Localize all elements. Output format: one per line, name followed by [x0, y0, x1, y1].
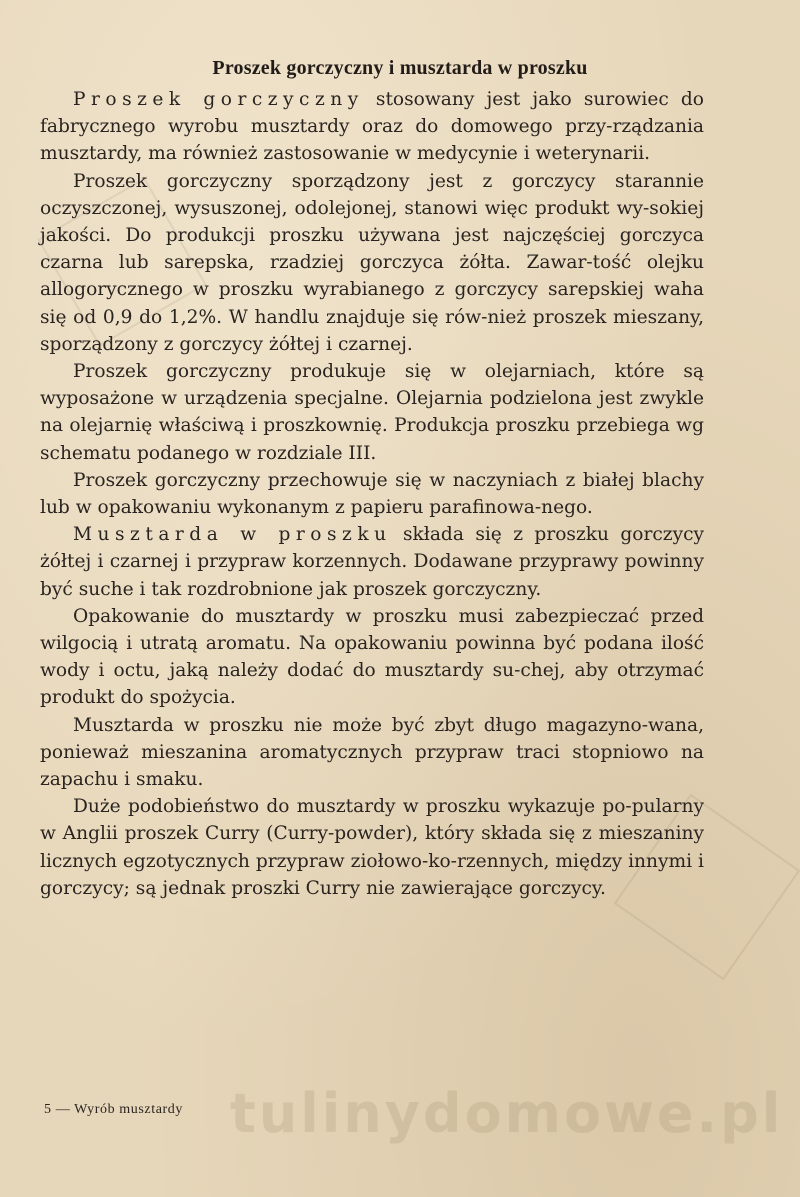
paragraph	[40, 358, 704, 467]
paragraph-text: stosowany jest jako surowiec do fabrycznego wyrobu musztardy oraz do domowego przy-rządzania musztardy, ma również zastosowanie w medycynie i weterynarii.	[40, 89, 704, 165]
spaced-lead-term: Proszek gorczyczny	[73, 89, 364, 110]
paragraph	[40, 712, 704, 794]
paragraph	[40, 521, 704, 603]
paragraph-text: Proszek gorczyczny produkuje się w olejarniach, które są wyposażone w urządzenia specjalne. Olejarnia podzielona jest zwykle na olejarnię właściwą i proszkownię. Produkcja proszku przebiega wg schematu podanego w rozdziale III.	[40, 361, 704, 464]
paragraph-text: składa się z proszku gorczycy żółtej i czarnej i przypraw korzennych. Dodawane przyprawy powinny być suche i tak rozdrobnione jak proszek gorczyczny.	[40, 524, 705, 600]
paragraph-text: Duże podobieństwo do musztardy w proszku wykazuje po-pularny w Anglii proszek Curry (Curry-powder), który składa się z mieszaniny licznych egzotycznych przypraw ziołowo-ko-rzennych, między innymi i gorczycy; są jednak proszki Curry nie zawierające gorczycy.	[40, 796, 704, 899]
page-footer: 5 — Wyrób musztardy	[44, 1102, 183, 1117]
paragraph	[40, 467, 704, 521]
paragraph	[40, 86, 704, 168]
paragraph	[40, 603, 704, 712]
paragraph-text: Musztarda w proszku nie może być zbyt długo magazyno-wana, ponieważ mieszanina aromatycznych przypraw traci stopniowo na zapachu i smaku.	[40, 714, 704, 791]
paragraph-text: Proszek gorczyczny przechowuje się w naczyniach z białej blachy lub w opakowaniu wykonanym z papieru parafinowa-nego.	[40, 469, 704, 519]
page-title: Proszek gorczyczny i musztarda w proszku	[212, 57, 588, 79]
watermark: tulinydomowe.pl	[230, 1082, 784, 1145]
spaced-lead-term: Musztarda w proszku	[73, 524, 392, 546]
paragraph-text: Proszek gorczyczny sporządzony jest z gorczycy starannie oczyszczonej, wysuszonej, odolejonej, stanowi więc produkt wy-sokiej jakości. Do produkcji proszku używana jest najczęściej gorczyca czarna lub sarepska, rzadziej gorczyca żółta. Zawar-tość olejku allogorycznego w proszku wyrabianego z gorczycy sarepskiej waha się od 0,9 do 1,2%. W handlu znajduje się rów-nież proszek mieszany, sporządzony z gorczycy żółtej i czarnej.	[40, 170, 704, 355]
paragraph-text: Opakowanie do musztardy w proszku musi zabezpieczać przed wilgocią i utratą aromatu. Na opakowaniu powinna być podana ilość wody i octu, jaką należy dodać do musztardy su-chej, aby otrzymać produkt do spożycia.	[40, 605, 704, 709]
paragraph	[40, 168, 704, 358]
paragraph	[40, 793, 704, 902]
article-body	[40, 86, 704, 902]
